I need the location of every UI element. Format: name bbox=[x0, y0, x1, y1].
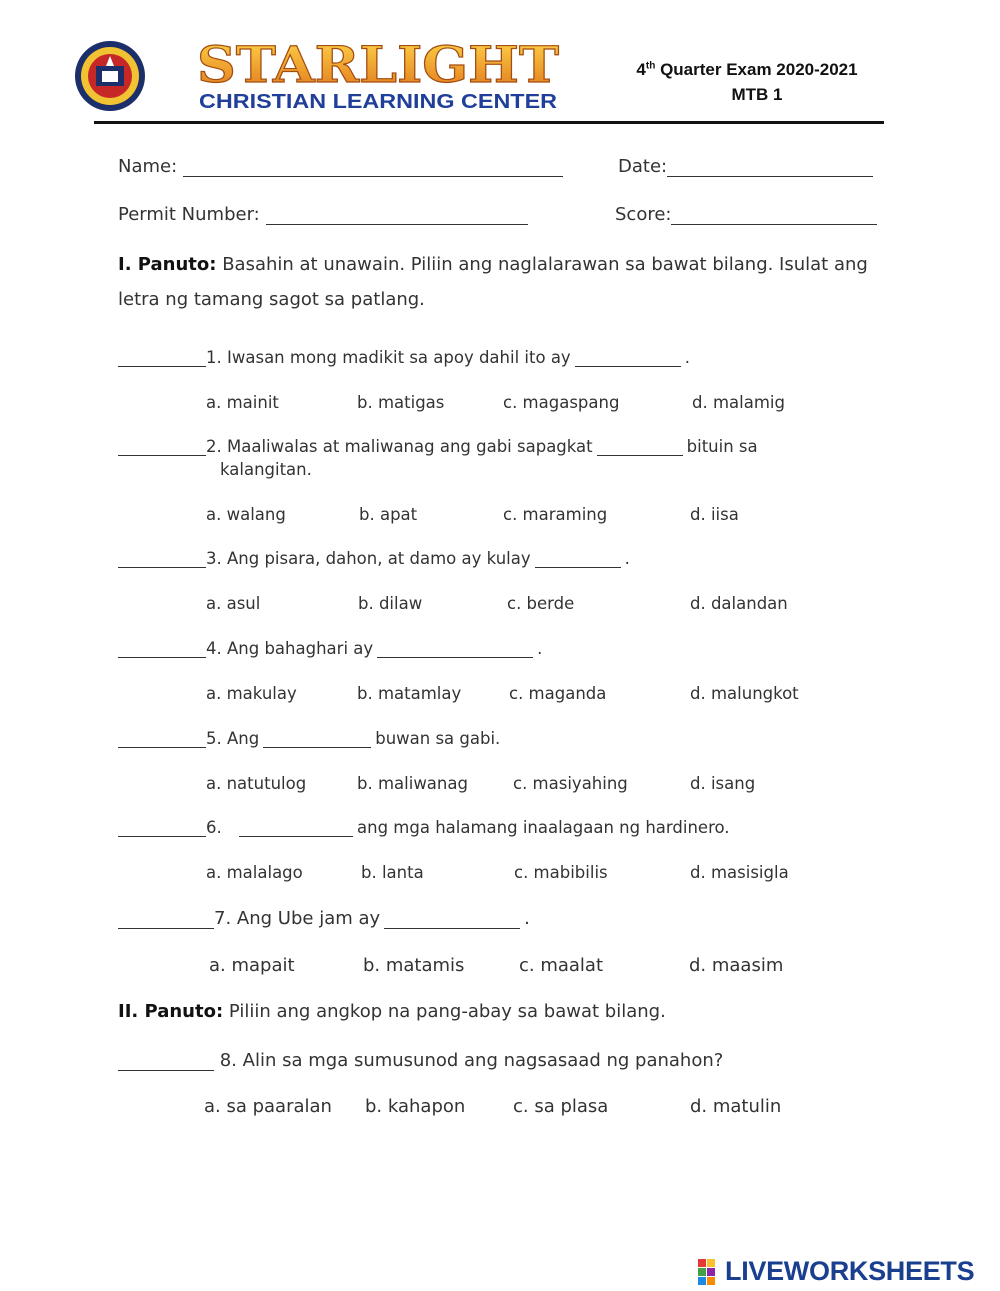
option-d[interactable]: d. masisigla bbox=[690, 863, 789, 882]
question-number: 6. bbox=[206, 818, 222, 837]
section2-instruction bbox=[118, 995, 666, 1029]
question-text: Ang pisara, dahon, at damo ay kulay bbox=[227, 549, 531, 568]
score-blank[interactable] bbox=[671, 207, 877, 225]
option-d[interactable]: d. matulin bbox=[690, 1096, 782, 1117]
name-blank[interactable] bbox=[183, 159, 563, 177]
question-text-end: . bbox=[624, 549, 630, 568]
option-b[interactable]: b. lanta bbox=[361, 863, 424, 882]
logo-text: STARLIGHT bbox=[197, 35, 559, 94]
question-text-end: bituin sa bbox=[686, 437, 758, 456]
option-a[interactable]: a. natutulog bbox=[206, 774, 307, 793]
question-3 bbox=[118, 549, 630, 568]
question-text-end: . bbox=[537, 639, 543, 658]
exam-quarter-number: 4 bbox=[636, 60, 646, 79]
option-a[interactable]: a. sa paaralan bbox=[204, 1096, 332, 1117]
option-b[interactable]: b. apat bbox=[359, 505, 418, 524]
school-name: CHRISTIAN LEARNING CENTER bbox=[199, 91, 558, 113]
question-text-end: . bbox=[524, 908, 530, 929]
question-1 bbox=[118, 348, 690, 367]
starlight-logo bbox=[192, 34, 564, 116]
option-c[interactable]: c. maganda bbox=[509, 684, 607, 703]
question-8 bbox=[118, 1050, 723, 1071]
question-number: 3. bbox=[206, 549, 222, 568]
option-c[interactable]: c. mabibilis bbox=[514, 863, 608, 882]
answer-blank[interactable] bbox=[118, 552, 206, 568]
question-blank bbox=[239, 821, 353, 837]
option-c[interactable]: c. maalat bbox=[519, 955, 604, 976]
option-c[interactable]: c. berde bbox=[507, 594, 575, 613]
exam-title bbox=[612, 60, 882, 80]
option-a[interactable]: a. mapait bbox=[209, 955, 295, 976]
option-a[interactable]: a. malalago bbox=[206, 863, 303, 882]
question-number: 4. bbox=[206, 639, 222, 658]
question-number: 1. bbox=[206, 348, 222, 367]
question-number: 2. bbox=[206, 437, 222, 456]
option-a[interactable]: a. walang bbox=[206, 505, 286, 524]
question-5 bbox=[118, 729, 500, 748]
section1-instruction-line2: letra ng tamang sagot sa patlang. bbox=[118, 289, 425, 310]
option-b[interactable]: b. matamis bbox=[363, 955, 465, 976]
answer-blank[interactable] bbox=[118, 351, 206, 367]
permit-blank[interactable] bbox=[266, 207, 528, 225]
answer-blank[interactable] bbox=[118, 732, 206, 748]
section1-heading: I. Panuto: bbox=[118, 254, 217, 275]
question-blank bbox=[377, 642, 533, 658]
answer-blank[interactable] bbox=[118, 913, 214, 929]
question-text: Ang Ube jam ay bbox=[236, 908, 381, 929]
option-a[interactable]: a. makulay bbox=[206, 684, 297, 703]
exam-quarter-suffix: th bbox=[645, 60, 656, 72]
question-text: Alin sa mga sumusunod ang nagsasaad ng panahon? bbox=[242, 1050, 724, 1071]
permit-label: Permit Number: bbox=[118, 204, 260, 225]
question-blank bbox=[263, 732, 371, 748]
question-4 bbox=[118, 639, 542, 658]
name-label: Name: bbox=[118, 156, 178, 177]
option-b[interactable]: b. dilaw bbox=[358, 594, 423, 613]
question-number: 7. bbox=[214, 908, 232, 929]
option-c[interactable]: c. masiyahing bbox=[513, 774, 628, 793]
question-2-line2: kalangitan. bbox=[220, 460, 312, 479]
section2-text: Piliin ang angkop na pang-abay sa bawat bilang. bbox=[228, 1001, 666, 1022]
question-number: 8. bbox=[219, 1050, 237, 1071]
date-field bbox=[618, 156, 873, 177]
question-text: Maaliwalas at maliwanag ang gabi sapagkat bbox=[227, 437, 593, 456]
option-d[interactable]: d. dalandan bbox=[690, 594, 788, 613]
question-blank bbox=[384, 913, 520, 929]
exam-subject: MTB 1 bbox=[731, 85, 783, 104]
option-d[interactable]: d. malungkot bbox=[690, 684, 799, 703]
permit-field bbox=[118, 204, 528, 225]
option-d[interactable]: d. iisa bbox=[690, 505, 739, 524]
exam-title-rest: Quarter Exam 2020-2021 bbox=[660, 60, 858, 79]
option-c[interactable]: c. maraming bbox=[503, 505, 608, 524]
answer-blank[interactable] bbox=[118, 642, 206, 658]
question-blank bbox=[535, 552, 621, 568]
question-number: 5. bbox=[206, 729, 222, 748]
option-c[interactable]: c. sa plasa bbox=[513, 1096, 609, 1117]
answer-blank[interactable] bbox=[118, 440, 206, 456]
question-text: Iwasan mong madikit sa apoy dahil ito ay bbox=[227, 348, 571, 367]
question-blank bbox=[597, 440, 683, 456]
option-d[interactable]: d. isang bbox=[690, 774, 756, 793]
date-label: Date: bbox=[618, 156, 668, 177]
question-7 bbox=[118, 908, 530, 929]
name-field bbox=[118, 156, 563, 177]
question-text: Ang bahaghari ay bbox=[227, 639, 374, 658]
option-a[interactable]: a. mainit bbox=[206, 393, 279, 412]
question-6 bbox=[118, 818, 730, 837]
question-2 bbox=[118, 437, 758, 456]
option-b[interactable]: b. matigas bbox=[357, 393, 445, 412]
header-divider bbox=[94, 121, 884, 124]
answer-blank[interactable] bbox=[118, 1055, 214, 1071]
school-seal-icon bbox=[74, 40, 146, 112]
question-text-end: buwan sa gabi. bbox=[375, 729, 501, 748]
section2-heading: II. Panuto: bbox=[118, 1001, 224, 1022]
option-b[interactable]: b. maliwanag bbox=[357, 774, 468, 793]
section1-text: Basahin at unawain. Piliin ang naglalarawan sa bawat bilang. Isulat ang bbox=[222, 254, 868, 275]
question-text-end: ang mga halamang inaalagaan ng hardinero. bbox=[357, 818, 730, 837]
score-label: Score: bbox=[615, 204, 672, 225]
option-b[interactable]: b. kahapon bbox=[365, 1096, 466, 1117]
score-field bbox=[615, 204, 877, 225]
option-c[interactable]: c. magaspang bbox=[503, 393, 620, 412]
option-a[interactable]: a. asul bbox=[206, 594, 261, 613]
liveworksheets-icon bbox=[698, 1259, 724, 1285]
option-d[interactable]: d. malamig bbox=[692, 393, 785, 412]
option-d[interactable]: d. maasim bbox=[689, 955, 784, 976]
answer-blank[interactable] bbox=[118, 821, 206, 837]
question-blank bbox=[575, 351, 681, 367]
question-text-end: . bbox=[684, 348, 690, 367]
section1-instruction bbox=[118, 248, 868, 282]
question-text: Ang bbox=[227, 729, 260, 748]
date-blank[interactable] bbox=[667, 159, 873, 177]
option-b[interactable]: b. matamlay bbox=[357, 684, 462, 703]
liveworksheets-brand: LIVEWORKSHEETS bbox=[725, 1256, 975, 1286]
